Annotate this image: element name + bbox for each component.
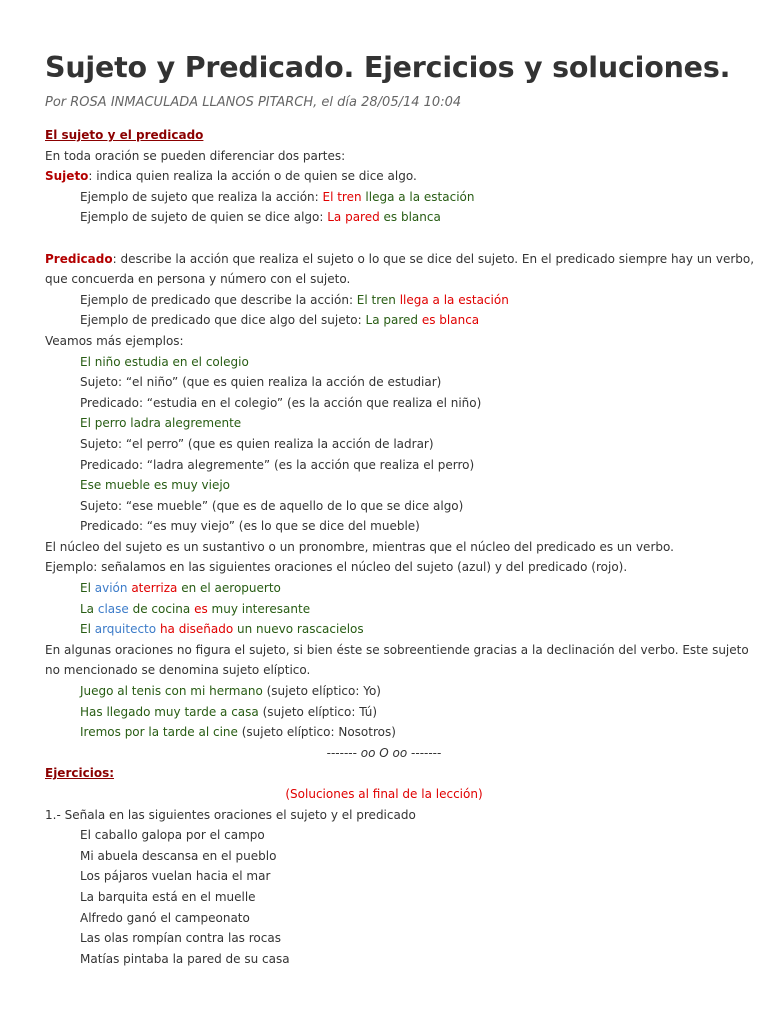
- example-subject: La pared: [327, 210, 380, 225]
- example-prefix: Ejemplo de sujeto que realiza la acción:: [80, 189, 323, 204]
- example-sujeto: Sujeto: “el niño” (que es quien realiza la acción de estudiar): [80, 375, 442, 390]
- sujeto-definition: [45, 166, 723, 187]
- example-sentence: Iremos por la tarde al cine: [80, 725, 238, 740]
- more-examples-label: Veamos más ejemplos:: [45, 333, 184, 348]
- separator-dashes: -------: [407, 745, 442, 760]
- separator-ornament: oo O oo: [360, 745, 408, 760]
- sentence-part: en el aeropuerto: [177, 581, 281, 596]
- example-sentence: El perro ladra alegremente: [80, 416, 242, 431]
- predicate-nucleus: aterriza: [131, 581, 178, 596]
- section-separator: [45, 743, 723, 764]
- article-title: Sujeto y Predicado. Ejercicios y soluciones.: [45, 51, 731, 84]
- eliptico-explanation-cont: no mencionado se denomina sujeto elíptico.: [45, 663, 311, 678]
- example-note: (sujeto elíptico: Nosotros): [237, 725, 396, 740]
- example-predicate: es blanca: [421, 313, 480, 328]
- sentence-part: muy interesante: [207, 601, 311, 616]
- example-subject: La pared: [365, 313, 422, 328]
- predicate-nucleus: ha diseñado: [159, 622, 234, 637]
- exercise-item: Las olas rompían contra las rocas: [80, 931, 281, 946]
- exercise-item: Los pájaros vuelan hacia el mar: [80, 869, 271, 884]
- example-prefix: Ejemplo de predicado que dice algo del sujeto:: [80, 313, 366, 328]
- eliptico-example-2: [45, 702, 723, 723]
- example-sentence: Ese mueble es muy viejo: [80, 478, 231, 493]
- example-predicado: Predicado: “es muy viejo” (es lo que se dice del mueble): [80, 519, 420, 534]
- sentence-part: El: [80, 622, 95, 637]
- example-predicado: Predicado: “estudia en el colegio” (es la acción que realiza el niño): [80, 395, 482, 410]
- sujeto-example-2: [45, 207, 723, 228]
- example-sujeto: Sujeto: “el perro” (que es quien realiza la acción de ladrar): [80, 436, 434, 451]
- eliptico-explanation: En algunas oraciones no figura el sujeto, si bien éste se sobreentiende gracias a la declinación del verbo. Este sujeto: [45, 642, 749, 657]
- sentence-part: El: [80, 581, 95, 596]
- subject-nucleus: clase: [97, 601, 129, 616]
- nucleo-example-intro: Ejemplo: señalamos en las siguientes oraciones el núcleo del sujeto (azul) y del predicado (rojo).: [45, 560, 628, 575]
- exercise-question-1: 1.- Señala en las siguientes oraciones el sujeto y el predicado: [45, 807, 416, 822]
- predicado-definition-cont: que concuerda en persona y número con el sujeto.: [45, 272, 351, 287]
- predicate-nucleus: es: [194, 601, 208, 616]
- predicado-example-2: [45, 310, 723, 331]
- section-heading-ejercicios: Ejercicios:: [45, 766, 115, 781]
- nucleo-explanation: El núcleo del sujeto es un sustantivo o un pronombre, mientras que el núcleo del predicado es un verbo.: [45, 539, 674, 554]
- predicado-example-1: [45, 290, 723, 311]
- example-predicado: Predicado: “ladra alegremente” (es la acción que realiza el perro): [80, 457, 475, 472]
- section-heading-sujeto-predicado: El sujeto y el predicado: [45, 128, 204, 142]
- exercise-item: El caballo galopa por el campo: [80, 828, 265, 843]
- sujeto-term: Sujeto: [45, 169, 89, 184]
- example-prefix: Ejemplo de sujeto de quien se dice algo:: [80, 210, 328, 225]
- predicado-definition: [45, 249, 755, 270]
- sentence-part: de cocina: [128, 601, 195, 616]
- subject-nucleus: avión: [94, 581, 128, 596]
- example-sentence: Has llegado muy tarde a casa: [80, 704, 259, 719]
- predicado-def-text: : describe la acción que realiza el sujeto o lo que se dice del sujeto. En el predicado siempre hay un verbo,: [112, 251, 755, 266]
- exercise-item: Mi abuela descansa en el pueblo: [80, 848, 277, 863]
- sentence-part: La: [80, 601, 98, 616]
- example-subject: El tren: [356, 292, 400, 307]
- nucleo-example-2: [45, 599, 723, 620]
- example-subject: El tren: [322, 189, 362, 204]
- example-predicate: es blanca: [379, 210, 441, 225]
- subject-nucleus: arquitecto: [94, 622, 157, 637]
- example-predicate: llega a la estación: [399, 292, 509, 307]
- separator-dashes: -------: [326, 745, 361, 760]
- exercise-item: Matías pintaba la pared de su casa: [80, 951, 290, 966]
- exercise-item: Alfredo ganó el campeonato: [80, 910, 250, 925]
- example-prefix: Ejemplo de predicado que describe la acción:: [80, 292, 357, 307]
- example-note: (sujeto elíptico: Yo): [262, 684, 381, 699]
- example-sentence: El niño estudia en el colegio: [80, 354, 249, 369]
- intro-text: En toda oración se pueden diferenciar dos partes:: [45, 148, 346, 163]
- solutions-note: (Soluciones al final de la lección): [285, 787, 483, 801]
- predicado-term: Predicado: [45, 251, 113, 266]
- article-body: [45, 125, 755, 969]
- example-note: (sujeto elíptico: Tú): [258, 704, 378, 719]
- nucleo-example-1: [45, 578, 723, 599]
- spacer: [45, 228, 723, 249]
- article-byline: Por ROSA INMACULADA LLANOS PITARCH, el día 28/05/14 10:04: [45, 95, 462, 110]
- example-sentence: Juego al tenis con mi hermano: [80, 684, 263, 699]
- sentence-part: un nuevo rascacielos: [233, 622, 364, 637]
- sujeto-example-1: [45, 187, 723, 208]
- eliptico-example-1: [45, 681, 723, 702]
- sujeto-def-text: : indica quien realiza la acción o de quien se dice algo.: [88, 169, 417, 184]
- eliptico-example-3: [45, 722, 723, 743]
- exercise-item: La barquita está en el muelle: [80, 889, 256, 904]
- example-sujeto: Sujeto: “ese mueble” (que es de aquello de lo que se dice algo): [80, 498, 464, 513]
- example-predicate: llega a la estación: [361, 189, 475, 204]
- nucleo-example-3: [45, 619, 723, 640]
